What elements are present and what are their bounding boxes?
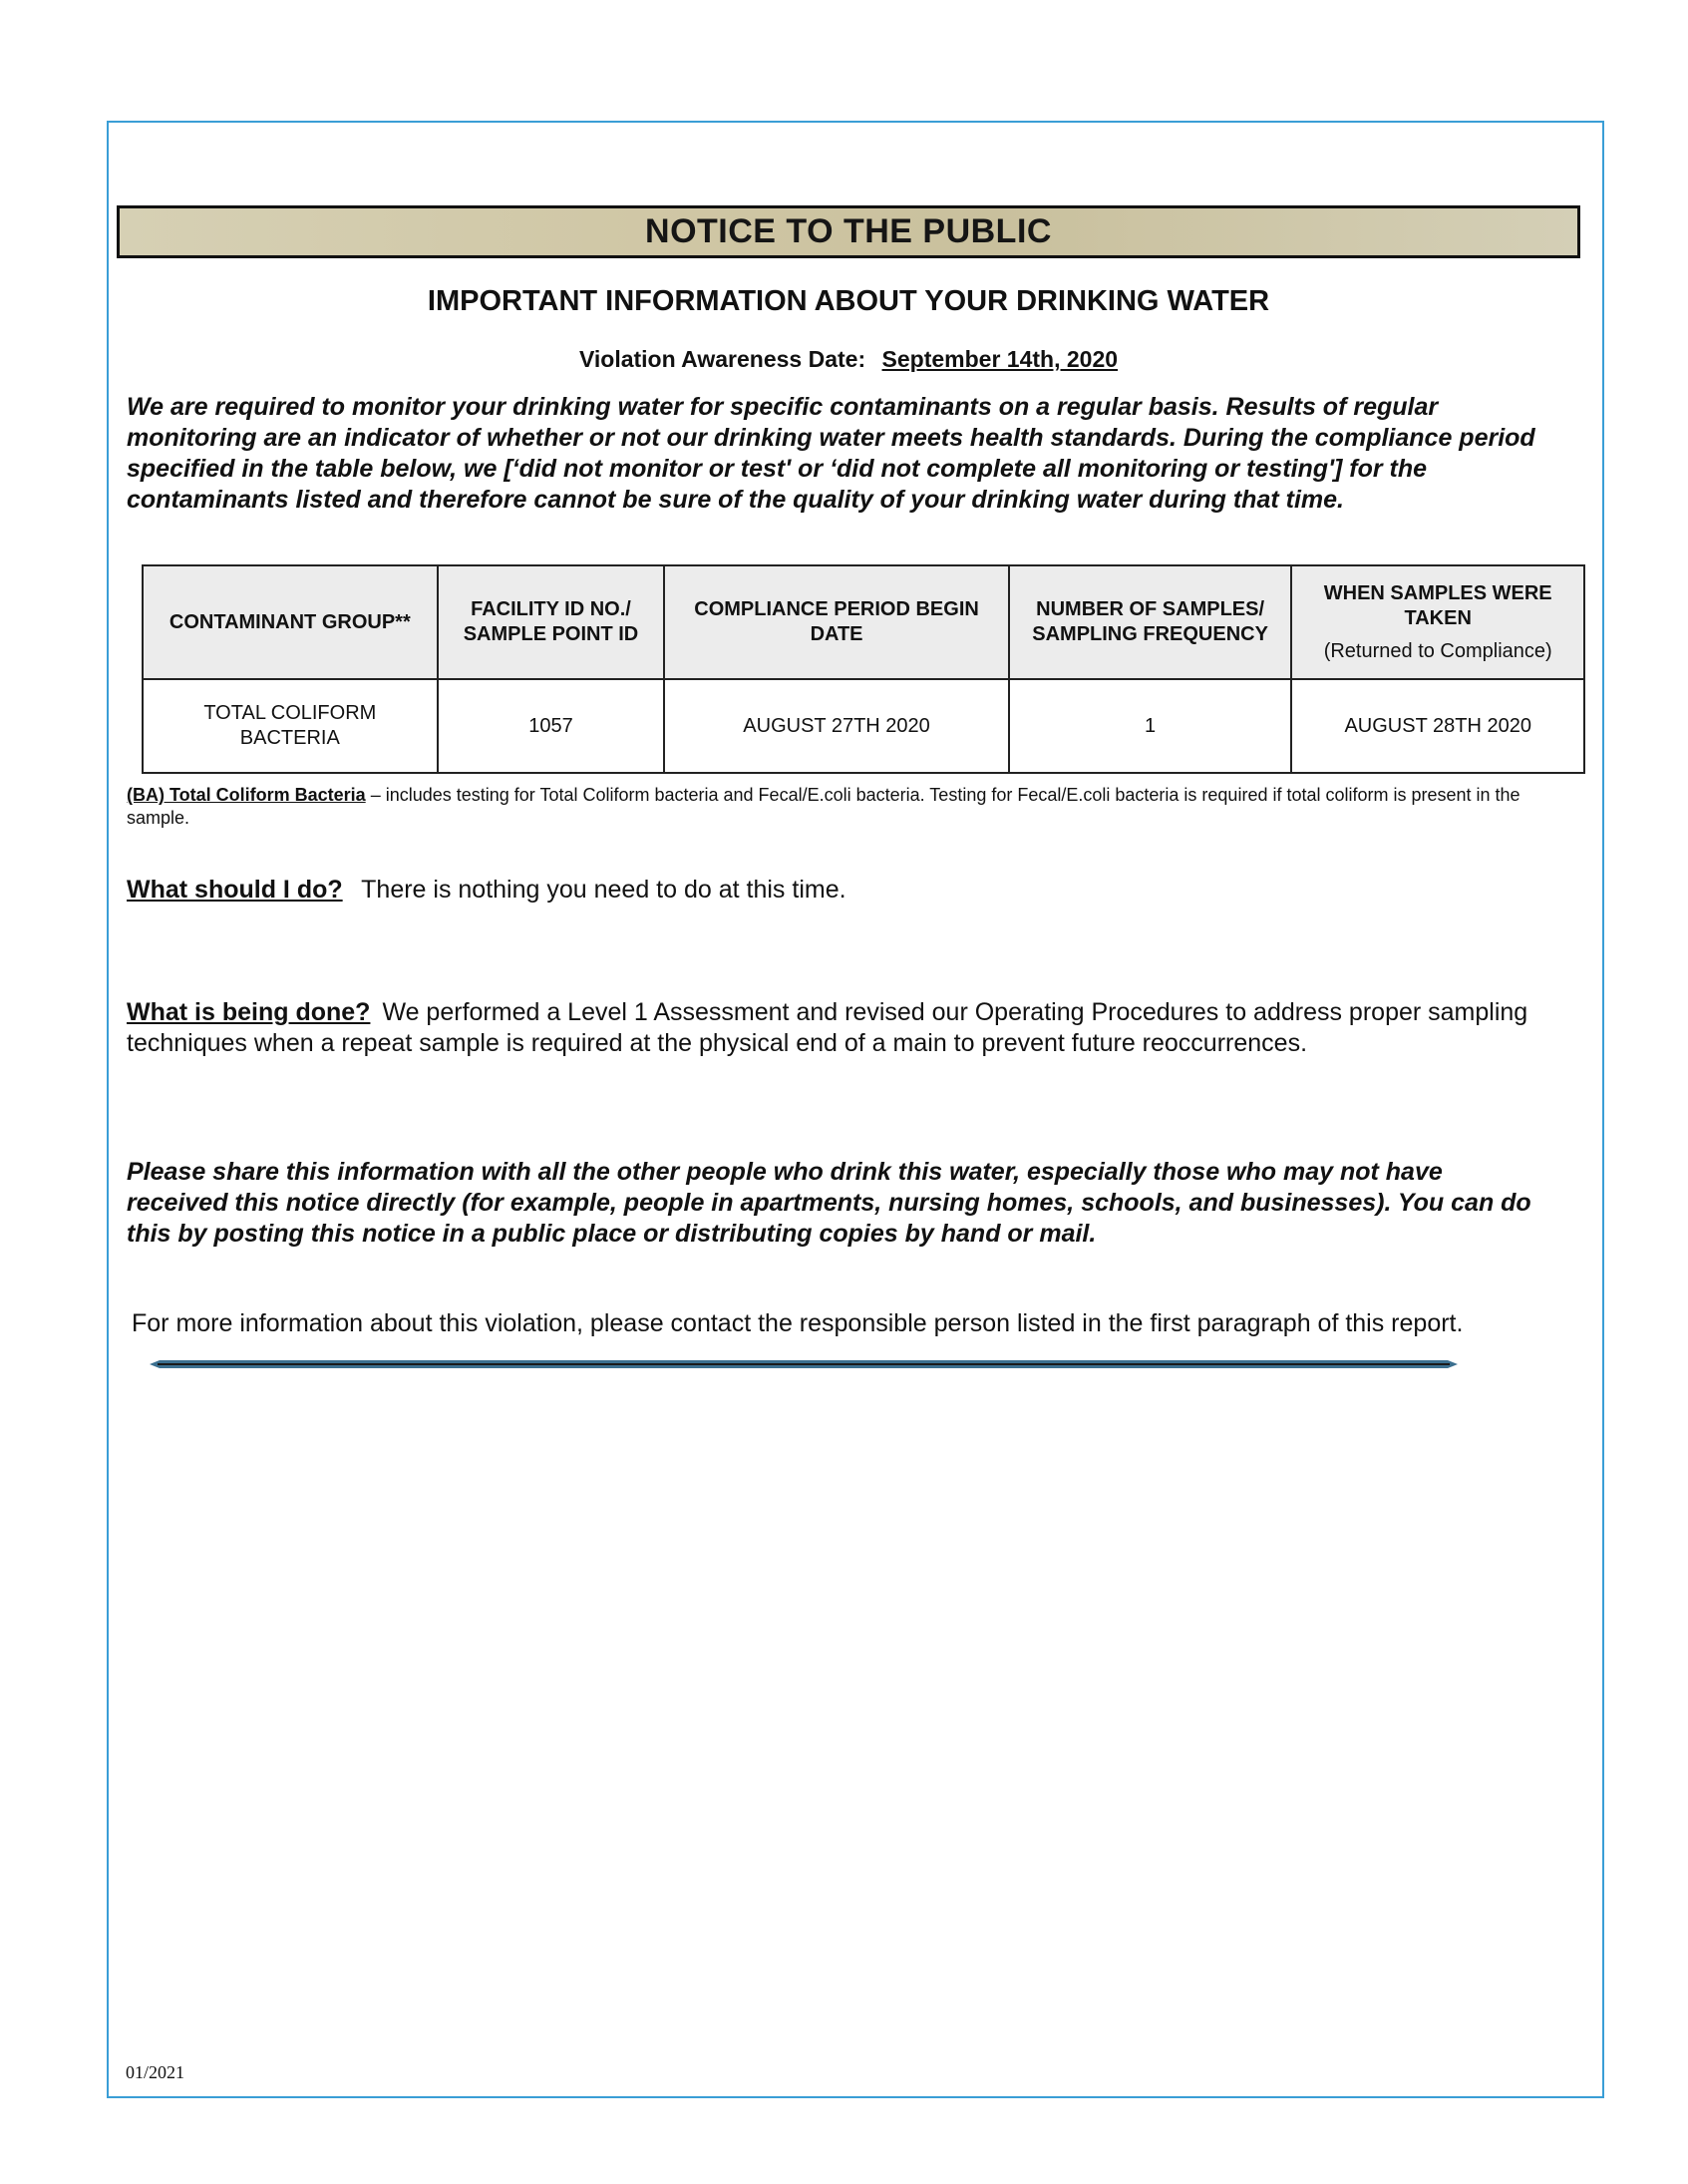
table-header-cell: CONTAMINANT GROUP** (143, 565, 438, 679)
table-header-cell: FACILITY ID NO./ SAMPLE POINT ID (438, 565, 665, 679)
form-code: 01/2021 (126, 2062, 185, 2082)
table-cell: 1057 (438, 679, 665, 773)
banner-title: NOTICE TO THE PUBLIC (645, 212, 1052, 250)
table-header-row (143, 565, 1584, 679)
violation-date-label: Violation Awareness Date: (578, 346, 866, 372)
table-cell: AUGUST 28TH 2020 (1291, 679, 1584, 773)
what-should-i-do-label: What should I do? (127, 876, 343, 904)
table-header-note: (Returned to Compliance) (1323, 639, 1552, 662)
page-subtitle: IMPORTANT INFORMATION ABOUT YOUR DRINKING WATER (427, 285, 1270, 317)
table-header-label: WHEN SAMPLES WERE TAKEN (1323, 581, 1552, 629)
footnote (127, 784, 1522, 830)
divider-rule (150, 1358, 1458, 1370)
violation-date-value: September 14th, 2020 (881, 346, 1119, 372)
table-cell: 1 (1009, 679, 1292, 773)
what-should-i-do-section (127, 876, 846, 905)
notice-banner (117, 205, 1580, 258)
table-cell: TOTAL COLIFORM BACTERIA (143, 679, 438, 773)
contact-line: For more information about this violation, please contact the responsible person listed in the first paragraph of this report. (132, 1309, 1464, 1337)
table-header-cell-when-taken (1291, 565, 1584, 679)
what-is-being-done-label: What is being done? (127, 998, 371, 1026)
what-is-being-done-section (127, 997, 1542, 1059)
table-header-cell: NUMBER OF SAMPLES/ SAMPLING FREQUENCY (1009, 565, 1292, 679)
share-paragraph: Please share this information with all the other people who drink this water, especially those who may not have received this notice directly (for example, people in apartments, nursing homes, schools, and businesses). You can do this by posting this notice in a public place or distributing copies by hand or mail. (127, 1158, 1531, 1248)
table-row (143, 679, 1584, 773)
table-cell: AUGUST 27TH 2020 (664, 679, 1008, 773)
footnote-term: (BA) Total Coliform Bacteria (127, 785, 366, 805)
violation-date-line (117, 346, 1580, 373)
table-header-cell: COMPLIANCE PERIOD BEGIN DATE (664, 565, 1008, 679)
intro-paragraph: We are required to monitor your drinking water for specific contaminants on a regular basis. Results of regular monitoring are an indicator of whether or not our drinking water meets health standards. During the compliance period specified in the table below, we [‘did not monitor or test' or ‘did not complete all monitoring or testing'] for the contaminants listed and therefore cannot be sure of the quality of your drinking water during that time. (127, 393, 1535, 514)
what-is-being-done-text: We performed a Level 1 Assessment and revised our Operating Procedures to address proper sampling techniques when a repeat sample is required at the physical end of a main to prevent future reoccurrences. (127, 998, 1528, 1057)
what-should-i-do-text: There is nothing you need to do at this time. (361, 876, 846, 904)
violation-table (142, 564, 1585, 774)
footnote-text: – includes testing for Total Coliform bacteria and Fecal/E.coli bacteria. Testing for Fecal/E.coli bacteria is required if total coliform is present in the sample. (127, 785, 1520, 828)
